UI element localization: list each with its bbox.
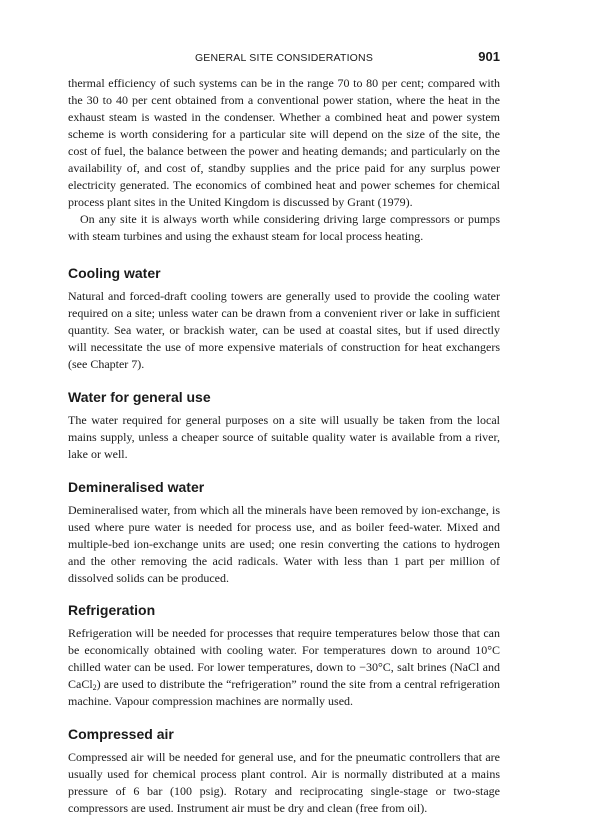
page-number: 901	[478, 49, 500, 64]
section-compressed-air	[68, 726, 500, 817]
running-header-title: GENERAL SITE CONSIDERATIONS	[194, 52, 374, 64]
refrigeration-paragraph	[68, 625, 500, 710]
section-refrigeration	[68, 602, 500, 710]
intro-paragraph-1: thermal efficiency of such systems can be in the range 70 to 80 per cent; compared with the 30 to 40 per cent obtained from a conventional power station, where the heat in the exhaust steam is wasted in the condenser. Whether a combined heat and power system scheme is worth considering for a particular site will depend on the size of the site, the cost of fuel, the balance between the power and heating demands; and particularly on the availability of, and cost of, standby supplies and the price paid for any surplus power electricity generated. The economics of combined heat and power schemes for chemical process plant sites in the United Kingdom is discussed by Grant (1979).	[68, 76, 500, 209]
refrigeration-subscript: 2	[92, 683, 97, 692]
compressed-air-heading: Compressed air	[68, 726, 174, 742]
demineralised-water-paragraph: Demineralised water, from which all the minerals have been removed by ion-exchange, is used where pure water is needed for process use, and as boiler feed-water. Mixed and multiple-bed ion-exchange units are used; one resin converting the cations to hydrogen and the other removing the acid radicals. Water with less than 1 part per million of dissolved solids can be produced.	[68, 503, 500, 585]
section-water-general-use	[68, 389, 500, 463]
refrigeration-text-a: Refrigeration will be needed for processes that require temperatures below those that can be economically obtained with cooling water. For temperatures down to around 10°C chilled water can be used. For lower temperatures, down to −30°C, salt brines (NaCl and CaCl	[68, 626, 500, 691]
cooling-water-heading: Cooling water	[68, 265, 161, 281]
refrigeration-heading: Refrigeration	[68, 602, 156, 618]
water-general-use-paragraph: The water required for general purposes on a site will usually be taken from the local mains supply, unless a cheaper source of suitable quality water is available from a river, lake or well.	[68, 413, 500, 461]
page-header	[68, 49, 500, 67]
water-general-use-heading: Water for general use	[68, 389, 211, 405]
refrigeration-text-b: ) are used to distribute the “refrigeration” round the site from a central refrigeration machine. Vapour compression machines are normally used.	[68, 677, 500, 708]
section-cooling-water	[68, 265, 500, 373]
intro-paragraph-2: On any site it is always worth while considering driving large compressors or pumps with steam turbines and using the exhaust steam for local process heating.	[68, 212, 500, 243]
compressed-air-paragraph: Compressed air will be needed for general use, and for the pneumatic controllers that are usually used for chemical process plant control. Air is normally distributed at a mains pressure of 6 bar (100 psig). Rotary and reciprocating single-stage or two-stage compressors are used. Instrument air must be dry and clean (free from oil).	[68, 750, 500, 815]
page-body	[68, 75, 500, 817]
section-demineralised-water	[68, 479, 500, 587]
cooling-water-paragraph: Natural and forced-draft cooling towers are generally used to provide the cooling water required on a site; unless water can be drawn from a convenient river or lake in sufficient quantity. Sea water, or brackish water, can be used at coastal sites, but if used directly will necessitate the use of more expensive materials of construction for heat exchangers (see Chapter 7).	[68, 289, 500, 371]
demineralised-water-heading: Demineralised water	[68, 479, 205, 495]
